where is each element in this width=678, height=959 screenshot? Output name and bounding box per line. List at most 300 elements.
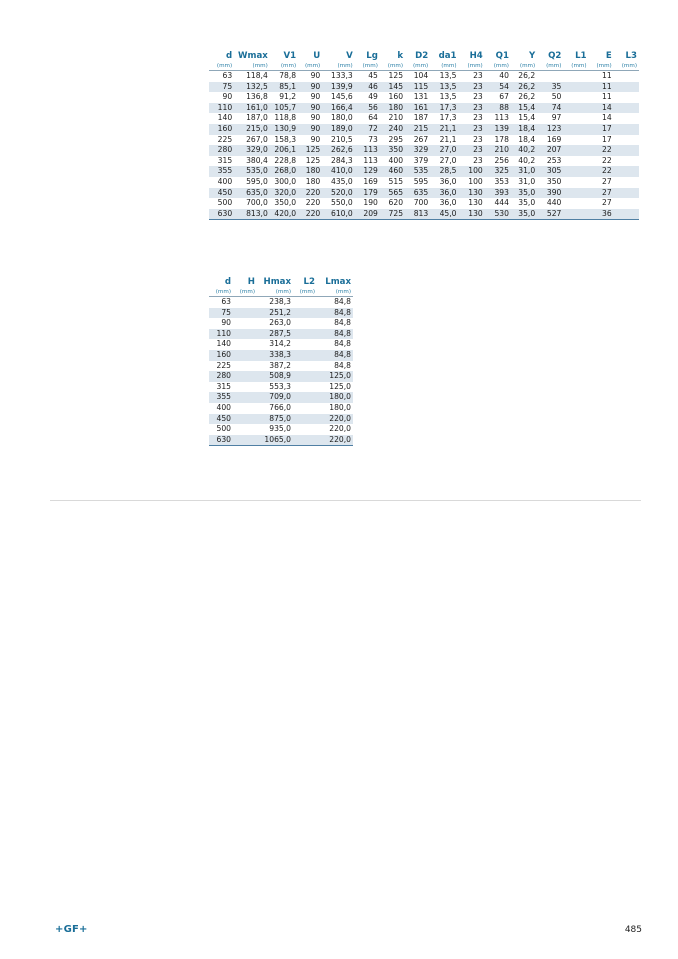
- table-cell: 22: [589, 166, 614, 177]
- table-cell: 88: [485, 103, 511, 114]
- table-cell: 129: [355, 166, 380, 177]
- table-cell: 180,0: [317, 392, 353, 403]
- table-cell: 215,0: [234, 124, 270, 135]
- table-cell: 84,8: [334, 297, 351, 306]
- table-cell: 90: [298, 82, 322, 93]
- table-cell: 240: [380, 124, 405, 135]
- table-cell: 21,1: [430, 124, 458, 135]
- table-cell: 630: [209, 209, 234, 220]
- table-cell: 46: [355, 82, 380, 93]
- table-cell: 161,0: [234, 103, 270, 114]
- table-cell: 595,0: [246, 176, 268, 186]
- table-row: [209, 156, 639, 167]
- table-cell: [563, 198, 588, 209]
- table-cell: 766,0: [269, 402, 291, 412]
- table-cell: 508,9: [257, 371, 293, 382]
- table-cell: 23: [459, 124, 485, 135]
- table-cell: 500: [217, 198, 233, 208]
- table-row: [209, 166, 639, 177]
- column-unit: (mm): [537, 62, 563, 71]
- table-cell: 813,0: [234, 209, 270, 220]
- table-cell: 145,6: [330, 92, 353, 102]
- table-cell: 500: [216, 424, 231, 434]
- table-cell: 23: [473, 92, 483, 102]
- table-cell: 13,5: [439, 71, 457, 80]
- table-cell: [233, 414, 257, 425]
- table-cell: 22: [589, 145, 614, 156]
- table-cell: 110: [209, 103, 234, 114]
- table-cell: [614, 145, 639, 156]
- column-header: d: [226, 51, 233, 61]
- table-cell: 17,3: [439, 113, 457, 123]
- unit-row: [209, 288, 353, 297]
- table-cell: 263,0: [269, 318, 291, 328]
- table-cell: 180: [305, 176, 321, 186]
- table-cell: 100: [468, 176, 483, 186]
- table-row: [209, 135, 639, 146]
- table-cell: 36: [589, 209, 614, 220]
- table-cell: 329: [405, 145, 430, 156]
- table-cell: 90: [310, 134, 321, 144]
- table-cell: 338,3: [257, 350, 293, 361]
- table-cell: 40: [499, 71, 509, 80]
- table-cell: 90: [310, 92, 321, 102]
- table-cell: 140: [216, 339, 231, 349]
- table-cell: [614, 177, 639, 188]
- table-cell: 535: [405, 166, 430, 177]
- table-row: [209, 371, 353, 382]
- column-headers: [209, 277, 353, 288]
- table-cell: 17: [602, 134, 612, 144]
- table-cell: [233, 361, 257, 372]
- table-cell: 228,8: [274, 155, 297, 165]
- table-cell: 220,0: [317, 414, 353, 425]
- table-cell: 444: [494, 198, 509, 208]
- table-cell: 420,0: [270, 209, 298, 220]
- table-cell: 123: [537, 124, 563, 135]
- table-cell: 320,0: [270, 188, 298, 199]
- column-header: k: [397, 51, 404, 61]
- table-cell: [293, 414, 317, 425]
- column-unit: (mm): [317, 288, 353, 297]
- column-unit: (mm): [298, 62, 322, 71]
- table-cell: 595: [413, 176, 429, 186]
- table-cell: 132,5: [234, 82, 270, 93]
- table-cell: 26,2: [511, 82, 537, 93]
- table-cell: 280: [209, 145, 234, 156]
- table-cell: [233, 435, 257, 446]
- table-cell: 11: [602, 92, 612, 102]
- column-header: H4: [469, 51, 483, 61]
- table-cell: 56: [355, 103, 380, 114]
- table-cell: 113: [494, 113, 509, 123]
- table-cell: 268,0: [270, 166, 298, 177]
- table-cell: 215: [405, 124, 430, 135]
- table-cell: 565: [380, 188, 405, 199]
- column-unit: (mm): [405, 62, 430, 71]
- table-cell: [233, 308, 257, 319]
- table-cell: 535,0: [234, 166, 270, 177]
- table-cell: 72: [355, 124, 380, 135]
- table-cell: 187: [413, 113, 429, 123]
- table-cell: 18,4: [518, 134, 536, 144]
- table-cell: 13,5: [430, 82, 458, 93]
- table-cell: [614, 113, 639, 124]
- column-header: d: [224, 277, 231, 287]
- table-cell: 67: [499, 92, 509, 102]
- table-cell: 515: [388, 176, 404, 186]
- table-cell: 145: [380, 82, 405, 93]
- table-cell: 31,0: [511, 166, 537, 177]
- table-cell: 27,0: [430, 145, 458, 156]
- column-unit: (mm): [459, 62, 485, 71]
- table-cell: 27: [589, 188, 614, 199]
- table-cell: 207: [537, 145, 563, 156]
- table-cell: 725: [380, 209, 405, 220]
- table-cell: 85,1: [270, 82, 298, 93]
- table-cell: 21,1: [439, 134, 457, 144]
- table-cell: 435,0: [330, 176, 353, 186]
- table-cell: 527: [537, 209, 563, 220]
- table-cell: 238,3: [269, 297, 291, 306]
- column-unit: (mm): [511, 62, 537, 71]
- table-cell: 295: [388, 134, 404, 144]
- table-cell: 130,9: [270, 124, 298, 135]
- table-cell: 139,9: [322, 82, 355, 93]
- column-header: Lmax: [325, 277, 351, 287]
- table-row: [209, 435, 353, 446]
- table-cell: [293, 371, 317, 382]
- table-cell: [614, 135, 639, 146]
- table-cell: 813: [405, 209, 430, 220]
- table-cell: [233, 318, 257, 329]
- table-cell: 125,0: [317, 371, 353, 382]
- table-cell: 125: [298, 145, 322, 156]
- table-cell: 104: [413, 71, 429, 80]
- table-cell: 118,4: [246, 71, 268, 80]
- table-cell: 355: [209, 166, 234, 177]
- table-cell: 100: [459, 166, 485, 177]
- table-cell: [293, 382, 317, 393]
- table-cell: 329,0: [234, 145, 270, 156]
- table-cell: 40,2: [518, 155, 536, 165]
- table-cell: 267,0: [246, 134, 268, 144]
- table-cell: 350,0: [274, 198, 297, 208]
- table-cell: [293, 339, 317, 350]
- table-cell: 450: [209, 188, 234, 199]
- table-cell: 11: [602, 71, 612, 80]
- table-cell: 36,0: [439, 198, 457, 208]
- table-cell: 225: [216, 360, 231, 370]
- table-cell: 300,0: [274, 176, 297, 186]
- table-cell: 84,8: [334, 339, 351, 349]
- table-cell: 125: [305, 155, 321, 165]
- table-cell: 28,5: [430, 166, 458, 177]
- column-header: Q2: [548, 51, 562, 61]
- column-header: U: [313, 51, 321, 61]
- table-cell: 90: [298, 103, 322, 114]
- table-cell: 635: [405, 188, 430, 199]
- table-row: [209, 92, 639, 103]
- table-row: [209, 103, 639, 114]
- table-row: [209, 297, 353, 308]
- table-cell: 284,3: [330, 155, 353, 165]
- column-header: E: [605, 51, 612, 61]
- table-cell: 35,0: [518, 198, 536, 208]
- table-cell: [293, 329, 317, 340]
- table-cell: [293, 435, 317, 446]
- table-cell: 74: [537, 103, 563, 114]
- table-cell: 410,0: [322, 166, 355, 177]
- table-cell: 166,4: [322, 103, 355, 114]
- table-cell: 160: [388, 92, 404, 102]
- table-cell: 390: [537, 188, 563, 199]
- table-cell: 180: [298, 166, 322, 177]
- table-cell: 635,0: [234, 188, 270, 199]
- table-cell: 26,2: [518, 71, 536, 80]
- table-cell: 15,4: [511, 103, 537, 114]
- table-cell: 220: [298, 188, 322, 199]
- table-cell: 130: [459, 188, 485, 199]
- table-row: [209, 198, 639, 209]
- table-cell: 225: [217, 134, 233, 144]
- column-unit: (mm): [293, 288, 317, 297]
- table-cell: 23: [473, 71, 483, 80]
- table-cell: 209: [355, 209, 380, 220]
- table-cell: 700: [413, 198, 429, 208]
- table-cell: 1065,0: [257, 435, 293, 446]
- table-cell: 90: [310, 71, 321, 80]
- section-divider: [50, 500, 641, 501]
- table-cell: 158,3: [274, 134, 297, 144]
- table-cell: 180,0: [330, 113, 353, 123]
- table-cell: 210: [388, 113, 404, 123]
- table-cell: 133,3: [330, 71, 353, 80]
- table-cell: 90: [310, 113, 321, 123]
- table-cell: 553,3: [269, 381, 291, 391]
- table-cell: 350: [380, 145, 405, 156]
- table-cell: 35: [537, 82, 563, 93]
- table-cell: [293, 318, 317, 329]
- column-header: Lg: [366, 51, 378, 61]
- table-cell: 14: [589, 103, 614, 114]
- table-cell: 220,0: [317, 435, 353, 446]
- table-cell: 125,0: [329, 381, 351, 391]
- table-cell: [563, 103, 588, 114]
- column-unit: (mm): [430, 62, 458, 71]
- table-cell: 36,0: [439, 176, 457, 186]
- column-unit: (mm): [322, 62, 355, 71]
- table-row: [209, 361, 353, 372]
- table-cell: 90: [222, 92, 233, 102]
- table-cell: [233, 424, 257, 435]
- table-cell: 113: [355, 145, 380, 156]
- column-header: Y: [528, 51, 536, 61]
- table-cell: 54: [485, 82, 511, 93]
- table-row: [209, 177, 639, 188]
- table-body: [209, 71, 639, 220]
- table-cell: 380,4: [246, 155, 268, 165]
- table-cell: 610,0: [322, 209, 355, 220]
- table-cell: 23: [459, 82, 485, 93]
- table-cell: 400: [217, 176, 233, 186]
- table-cell: [233, 329, 257, 340]
- table-cell: 262,6: [322, 145, 355, 156]
- table-cell: 206,1: [270, 145, 298, 156]
- table-header: [209, 51, 639, 71]
- table-cell: 139: [485, 124, 511, 135]
- table-cell: 325: [485, 166, 511, 177]
- table-cell: 935,0: [269, 424, 291, 434]
- table-cell: 169: [546, 134, 562, 144]
- table-cell: 23: [473, 134, 483, 144]
- column-header: D2: [415, 51, 429, 61]
- column-header: Q1: [495, 51, 509, 61]
- table-cell: 550,0: [330, 198, 353, 208]
- table-cell: 17: [589, 124, 614, 135]
- table-cell: [563, 209, 588, 220]
- table-cell: [614, 188, 639, 199]
- table-cell: [614, 71, 639, 82]
- table-cell: 210: [485, 145, 511, 156]
- page-number: 485: [624, 925, 642, 935]
- table-cell: [293, 361, 317, 372]
- table-cell: 18,4: [511, 124, 537, 135]
- table-row: [209, 308, 353, 319]
- table-header: [209, 277, 353, 297]
- table-cell: 350: [546, 176, 562, 186]
- table-cell: 75: [209, 308, 233, 319]
- table-cell: 31,0: [518, 176, 536, 186]
- table-cell: 220,0: [329, 424, 351, 434]
- table-cell: [293, 392, 317, 403]
- column-header: V1: [283, 51, 297, 61]
- table-cell: 115: [405, 82, 430, 93]
- table-cell: 400: [388, 155, 404, 165]
- column-unit: (mm): [257, 288, 293, 297]
- table-cell: [563, 135, 588, 146]
- table-cell: [563, 145, 588, 156]
- table-cell: 280: [209, 371, 233, 382]
- table-cell: 23: [473, 155, 483, 165]
- column-header: L2: [303, 277, 315, 287]
- table-cell: 35,0: [511, 188, 537, 199]
- table-cell: 178: [494, 134, 509, 144]
- table-row: [209, 209, 639, 220]
- table-row: [209, 339, 353, 350]
- gf-logo: +GF+: [55, 924, 88, 935]
- table-cell: 84,8: [334, 318, 351, 328]
- table-cell: 314,2: [269, 339, 291, 349]
- table-cell: [293, 350, 317, 361]
- table-cell: [293, 403, 317, 414]
- column-header: da1: [438, 51, 457, 61]
- table-cell: 220: [298, 209, 322, 220]
- table-cell: [233, 371, 257, 382]
- column-unit: (mm): [233, 288, 257, 297]
- table-cell: 379: [413, 155, 429, 165]
- column-unit: (mm): [270, 62, 298, 71]
- table-cell: 210,5: [330, 134, 353, 144]
- table-cell: 27: [602, 198, 612, 208]
- table-row: [209, 424, 353, 435]
- table-cell: 113: [363, 155, 378, 165]
- table-row: [209, 403, 353, 414]
- table-row: [209, 124, 639, 135]
- column-unit: (mm): [380, 62, 405, 71]
- table-cell: 315: [217, 155, 233, 165]
- table-cell: 160: [209, 350, 233, 361]
- table-cell: 189,0: [322, 124, 355, 135]
- table-cell: 251,2: [257, 308, 293, 319]
- column-unit: (mm): [614, 62, 639, 71]
- table-cell: 90: [221, 318, 231, 328]
- table-cell: 84,8: [317, 350, 353, 361]
- table-cell: 15,4: [518, 113, 536, 123]
- unit-row: [209, 62, 639, 71]
- table-cell: 355: [209, 392, 233, 403]
- table-cell: [563, 177, 588, 188]
- column-header: H: [247, 277, 255, 287]
- table-cell: [293, 308, 317, 319]
- table-cell: 125: [388, 71, 404, 80]
- table-cell: 130: [468, 198, 483, 208]
- table-cell: 23: [459, 103, 485, 114]
- table-cell: 450: [209, 414, 233, 425]
- column-unit: (mm): [209, 62, 234, 71]
- table-row: [209, 71, 639, 82]
- table-cell: 36,0: [430, 188, 458, 199]
- table-cell: 140: [217, 113, 233, 123]
- table-cell: 27,0: [439, 155, 457, 165]
- table-cell: [293, 297, 317, 308]
- table-cell: [233, 392, 257, 403]
- table-row: [209, 414, 353, 425]
- table-row: [209, 318, 353, 329]
- table-cell: [233, 339, 257, 350]
- table-cell: 180,0: [329, 402, 351, 412]
- table-cell: 267: [413, 134, 429, 144]
- table-cell: 530: [485, 209, 511, 220]
- table-cell: 169: [363, 176, 378, 186]
- table-cell: 161: [405, 103, 430, 114]
- table-cell: [563, 82, 588, 93]
- table-cell: 97: [551, 113, 562, 123]
- table-cell: 187,0: [246, 113, 268, 123]
- table-cell: [563, 124, 588, 135]
- table-row: [209, 382, 353, 393]
- table-cell: 13,5: [439, 92, 457, 102]
- table-cell: [614, 209, 639, 220]
- dimensions-table-secondary: [209, 277, 353, 446]
- table-cell: 91,2: [279, 92, 297, 102]
- table-cell: 110: [209, 329, 233, 340]
- table-cell: 253: [546, 155, 562, 165]
- column-header: Hmax: [263, 277, 291, 287]
- table-cell: 440: [546, 198, 562, 208]
- table-cell: 27: [602, 176, 612, 186]
- column-unit: (mm): [485, 62, 511, 71]
- table-row: [209, 392, 353, 403]
- table-cell: 630: [209, 435, 233, 446]
- column-header: L3: [625, 51, 637, 61]
- column-unit: (mm): [563, 62, 588, 71]
- column-header: V: [346, 51, 353, 61]
- table-cell: [293, 424, 317, 435]
- table-cell: 875,0: [257, 414, 293, 425]
- table-cell: 620: [388, 198, 404, 208]
- table-cell: [614, 198, 639, 209]
